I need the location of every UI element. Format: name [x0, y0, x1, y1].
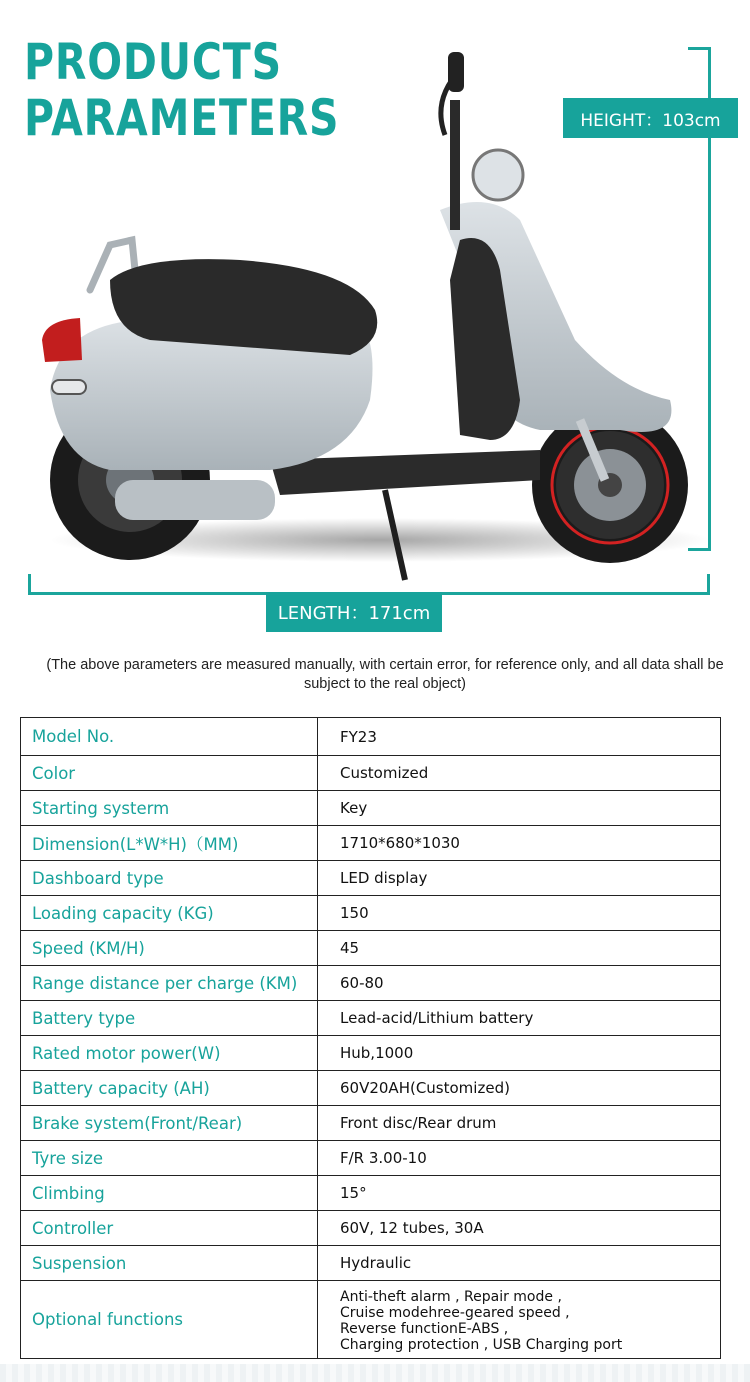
- spec-row: [21, 1106, 721, 1141]
- optional-line: Anti-theft alarm , Repair mode ,: [340, 1288, 562, 1305]
- length-badge: LENGTH：171cm: [266, 592, 442, 632]
- spec-value: Hydraulic: [318, 1246, 721, 1281]
- spec-row: [21, 1141, 721, 1176]
- spec-row: [21, 931, 721, 966]
- spec-value: 60V20AH(Customized): [318, 1071, 721, 1106]
- spec-label: Speed (KM/H): [21, 931, 318, 966]
- spec-label: Battery type: [21, 1001, 318, 1036]
- spec-value: 150: [318, 896, 721, 931]
- height-bracket-bottom: [688, 548, 710, 551]
- spec-value-optional: [318, 1281, 721, 1359]
- spec-label: Dimension(L*W*H)（MM): [21, 826, 318, 861]
- spec-row: [21, 791, 721, 826]
- spec-row: [21, 1001, 721, 1036]
- spec-row: [21, 826, 721, 861]
- spec-label: Suspension: [21, 1246, 318, 1281]
- spec-row: [21, 1211, 721, 1246]
- title-line-2: PARAMETERS: [24, 89, 340, 147]
- spec-label: Controller: [21, 1211, 318, 1246]
- spec-label: Starting systerm: [21, 791, 318, 826]
- spec-label: Model No.: [21, 718, 318, 756]
- height-badge: HEIGHT：103cm: [563, 98, 738, 138]
- spec-row: [21, 1036, 721, 1071]
- spec-row: [21, 1071, 721, 1106]
- spec-row: [21, 861, 721, 896]
- spec-label: Rated motor power(W): [21, 1036, 318, 1071]
- spec-row: [21, 718, 721, 756]
- spec-row: [21, 896, 721, 931]
- spec-row: [21, 756, 721, 791]
- optional-line: Charging protection , USB Charging port: [340, 1336, 623, 1353]
- spec-value: 60V, 12 tubes, 30A: [318, 1211, 721, 1246]
- title-line-1: PRODUCTS: [24, 33, 282, 91]
- bottom-strip: [0, 1364, 750, 1382]
- spec-value: Key: [318, 791, 721, 826]
- spec-value: 60-80: [318, 966, 721, 1001]
- spec-row: [21, 1176, 721, 1211]
- spec-value: 15°: [318, 1176, 721, 1211]
- spec-value: F/R 3.00-10: [318, 1141, 721, 1176]
- spec-value: LED display: [318, 861, 721, 896]
- height-bracket-top: [688, 47, 710, 50]
- length-bracket-right: [707, 574, 710, 594]
- spec-label: Dashboard type: [21, 861, 318, 896]
- spec-label: Color: [21, 756, 318, 791]
- optional-line: Reverse functionE-ABS ,: [340, 1320, 509, 1337]
- spec-value: Hub,1000: [318, 1036, 721, 1071]
- spec-value: 45: [318, 931, 721, 966]
- spec-value: Front disc/Rear drum: [318, 1106, 721, 1141]
- spec-label: Range distance per charge (KM): [21, 966, 318, 1001]
- spec-row: [21, 966, 721, 1001]
- spec-label: Tyre size: [21, 1141, 318, 1176]
- spec-value: FY23: [318, 718, 721, 756]
- measurement-note: (The above parameters are measured manually, with certain error, for reference only, and all data shall be subject to the real object): [46, 657, 724, 692]
- optional-line: Cruise modehree-geared speed ,: [340, 1304, 570, 1321]
- spec-row: [21, 1246, 721, 1281]
- spec-label: Loading capacity (KG): [21, 896, 318, 931]
- spec-value: Lead-acid/Lithium battery: [318, 1001, 721, 1036]
- length-bracket-left: [28, 574, 31, 594]
- spec-row-optional: [21, 1281, 721, 1359]
- spec-value: 1710*680*1030: [318, 826, 721, 861]
- spec-label: Optional functions: [21, 1281, 318, 1359]
- spec-label: Climbing: [21, 1176, 318, 1211]
- spec-table: [20, 717, 721, 1359]
- spec-label: Brake system(Front/Rear): [21, 1106, 318, 1141]
- spec-value: Customized: [318, 756, 721, 791]
- spec-label: Battery capacity (AH): [21, 1071, 318, 1106]
